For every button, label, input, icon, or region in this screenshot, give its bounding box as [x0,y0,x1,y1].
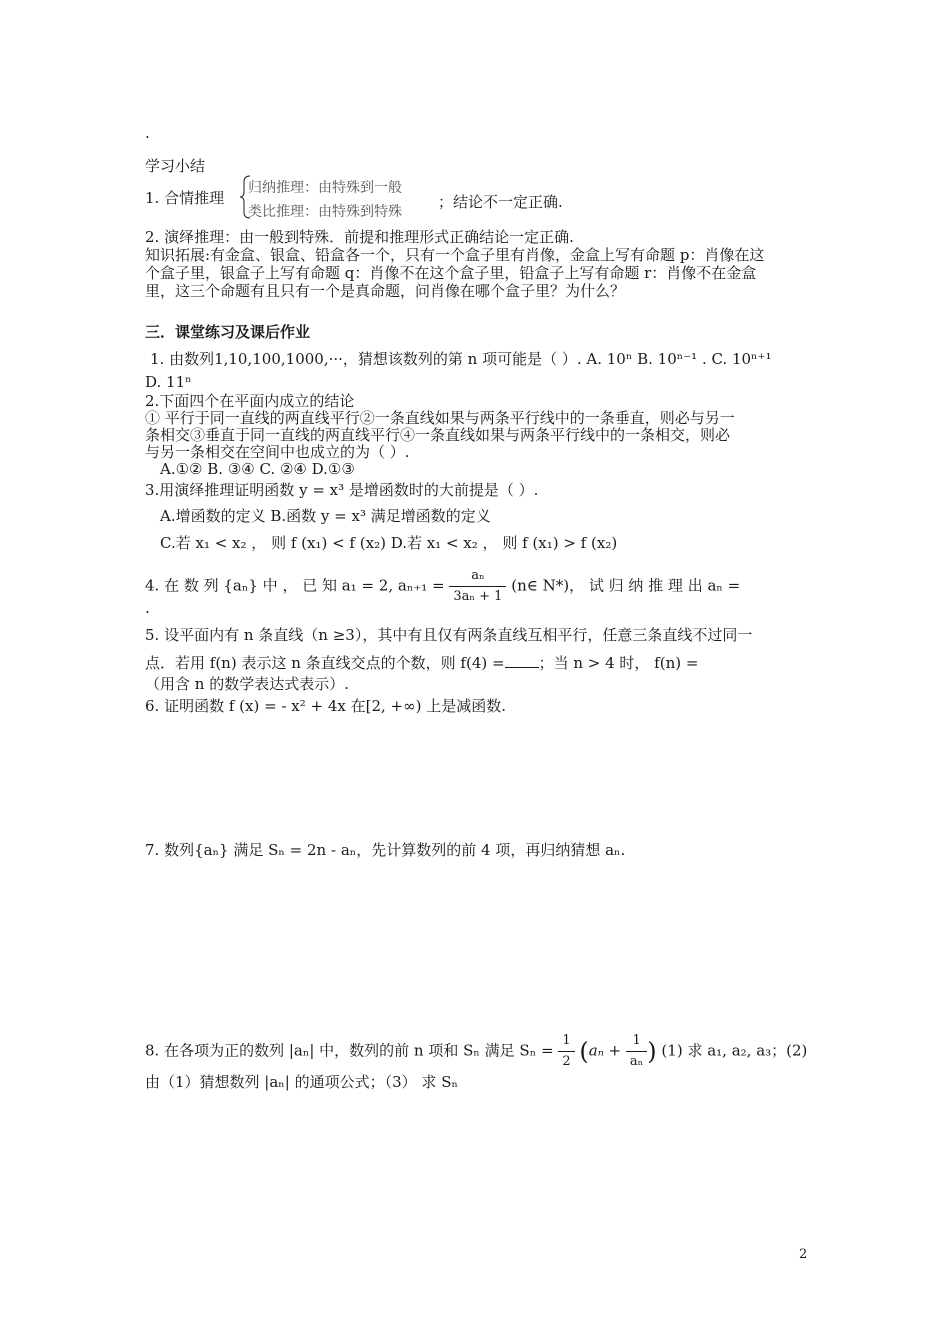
question-8-reciprocal: $\frac{1}{\text{aₙ}}$ [626,1031,647,1072]
question-8-half: $\frac{1}{2}$ [558,1031,574,1072]
question-6: 6. 证明函数 f (x) = - x² + 4x 在[2, +∞) 上是减函数. [145,697,507,715]
brace-items [248,176,402,224]
question-4-numerator: aₙ [449,566,506,587]
summary-item1-suffix: ；结论不一定正确. [438,193,563,211]
question-4-fraction [449,566,506,607]
question-5-line-1: 5. 设平面内有 n 条直线（n ≥3），其中有且仅有两条直线互相平行，任意三条直线不过同一 [145,626,753,644]
question-5-line-2-b: ；当 n > 4 时， f(n) = [538,654,699,672]
extension-line-2: 个盒子里，银盒子上写有命题 q：肖像不在这个盒子里，铅盒子上写有命题 r：肖像不在金盒 [145,264,757,282]
brace-line-induction: 归纳推理：由特殊到一般 [248,180,402,196]
question-5-line-3: （用含 n 的数学表达式表示）. [145,675,349,693]
question-4-suffix: (n∈ N*)， 试 归 纳 推 理 出 aₙ = [511,576,741,595]
summary-item1-prefix: 1. 合情推理 [145,189,225,207]
question-3-options-cd: C.若 x₁ < x₂ ， 则 f (x₁) < f (x₂) D.若 x₁ < x₂ ， 则 f (x₁) > f (x₂) [160,534,618,552]
summary-item2: 2. 演绎推理：由一般到特殊．前提和推理形式正确结论一定正确. [145,228,574,246]
question-2-options: A.①② B. ③④ C. ②④ D.①③ [160,460,355,478]
question-5-line-2 [145,653,698,673]
question-2-line-1: ① 平行于同一直线的两直线平行②一条直线如果与两条平行线中的一条垂直，则必与另一 [145,409,735,427]
question-8-line-1-b: (1) 求 a₁, a₂, a₃；(2) [661,1041,808,1060]
question-4-end: . [145,599,150,617]
summary-heading: 学习小结 [145,157,206,175]
section-heading: 三．课堂练习及课后作业 [145,323,311,341]
question-8-line-1: 8. 在各项为正的数列 |aₙ| 中，数列的前 n 项和 Sₙ 满足 Sₙ = $\frac{1}{2}$ (aₙ + $\frac{1}{\text{aₙ}}$ ) (1) 求 a₁, a₂, a₃；(2) [145,1031,807,1072]
question-8-line-1-a: 8. 在各项为正的数列 |aₙ| 中，数列的前 n 项和 Sₙ 满足 Sₙ = [145,1041,554,1060]
question-1-option-d: D. 11ⁿ [145,373,192,391]
question-7: 7. 数列{aₙ} 满足 Sₙ = 2n - aₙ，先计算数列的前 4 项，再归纳猜想 aₙ. [145,841,626,859]
question-1: 1. 由数列1,10,100,1000,···，猜想该数列的第 n 项可能是（ ）. A. 10ⁿ B. 10ⁿ⁻¹ . C. 10ⁿ⁺¹ [150,350,772,368]
question-4-prefix: 4. 在 数 列 {aₙ} 中 ， 已 知 a₁ = 2, aₙ₊₁ = [145,576,445,595]
brace-line-analogy: 类比推理：由特殊到特殊 [248,204,402,220]
question-8-line-2: 由（1）猜想数列 |aₙ| 的通项公式；（3） 求 Sₙ [145,1073,458,1091]
answer-blank [505,667,539,668]
question-4 [145,566,740,607]
question-2-line-3: 与另一条相交在空间中也成立的为（ ）. [145,443,410,461]
question-2-title: 2.下面四个在平面内成立的结论 [145,392,355,410]
question-3-options-ab: A.增函数的定义 B.函数 y = x³ 满足增函数的定义 [160,507,491,525]
question-3: 3.用演绎推理证明函数 y = x³ 是增函数时的大前提是（ ）. [145,481,539,499]
question-4-denominator: 3aₙ + 1 [453,589,503,604]
top-dot: . [145,124,150,142]
extension-line-1: 知识拓展:有金盒、银盒、铅盒各一个，只有一个盒子里有肖像，金盒上写有命题 p：肖像在这 [145,246,765,264]
question-5-line-2-a: 点．若用 f(n) 表示这 n 条直线交点的个数，则 f(4) = [145,654,505,672]
page-number: 2 [799,1247,808,1262]
question-2-line-2: 条相交③垂直于同一直线的两直线平行④一条直线如果与两条平行线中的一条相交，则必 [145,426,731,444]
extension-line-3: 里，这三个命题有且只有一个是真命题，问肖像在哪个盒子里？为什么？ [145,282,626,300]
